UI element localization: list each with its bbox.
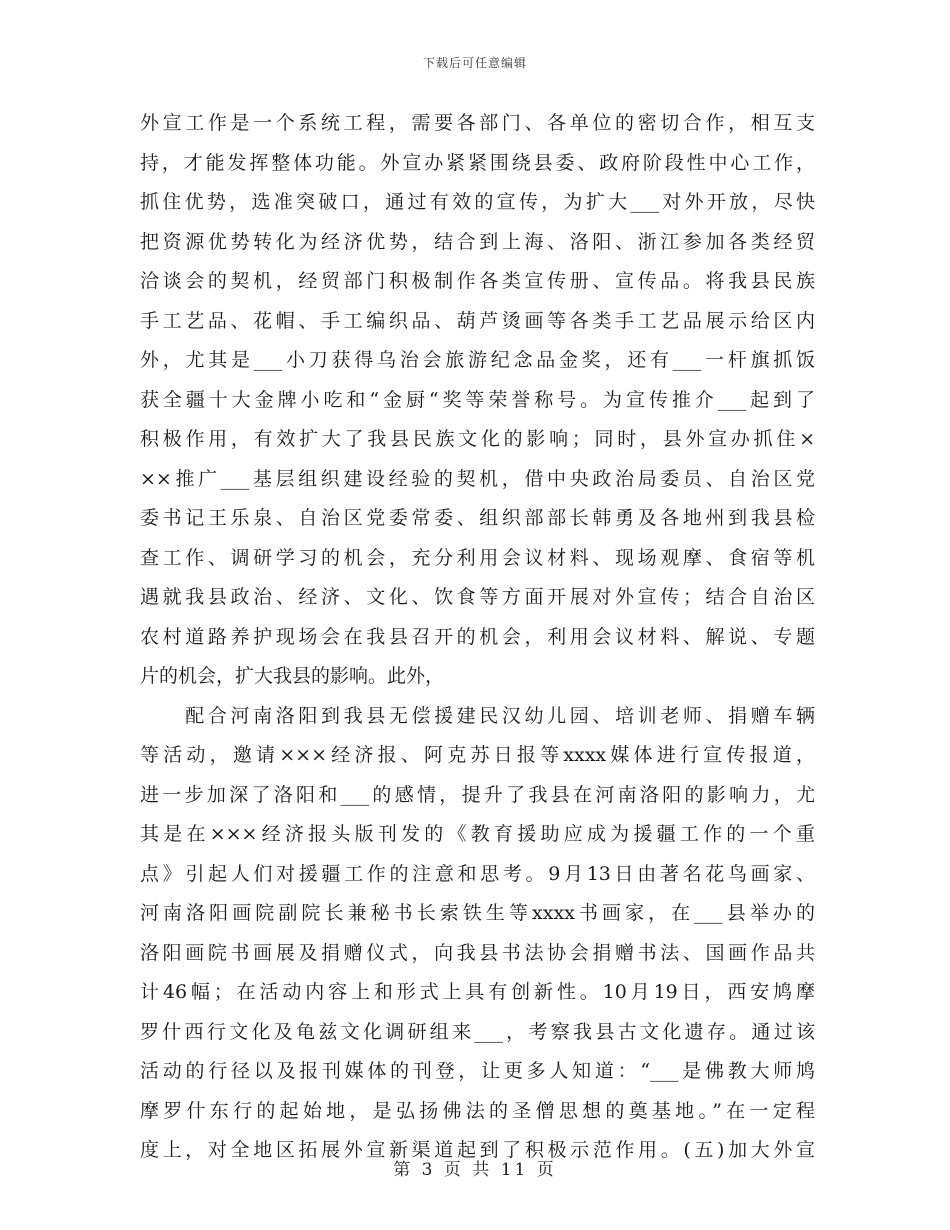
text-line: 其是在×××经济报头版刊发的《教育援助应成为援疆工作的一个重 — [140, 823, 815, 845]
text-line: 外，尤其是___小刀获得乌治会旅游纪念品金奖，还有___一杆旗抓饭 — [140, 349, 815, 371]
text-line: 抓住优势，选准突破口，通过有效的宣传，为扩大___对外开放，尽快 — [140, 191, 815, 213]
text-line: 河南洛阳画院副院长兼秘书长索铁生等xxxx书画家，在___县举办的 — [140, 902, 815, 924]
text-line: 把资源优势转化为经济优势，结合到上海、洛阳、浙江参加各类经贸 — [140, 230, 815, 253]
text-line: 查工作、调研学习的机会，充分利用会议材料、现场观摩、食宿等机 — [140, 546, 815, 569]
text-line: 片的机会，扩大我县的影响。此外， — [140, 665, 445, 687]
text-line: 洽谈会的契机，经贸部门积极制作各类宣传册、宣传品。将我县民族 — [140, 270, 815, 292]
text-line: 农村道路养护现场会在我县召开的机会，利用会议材料、解说、专题 — [140, 625, 815, 648]
text-line: 计46幅；在活动内容上和形式上具有创新性。10月19日，西安鸠摩 — [140, 981, 815, 1003]
text-line: 点》引起人们对援疆工作的注意和思考。9月13日由著名花鸟画家、 — [140, 862, 815, 885]
text-line: 进一步加深了洛阳和___的感情，提升了我县在河南洛阳的影响力，尤 — [140, 783, 815, 806]
text-line: 手工艺品、花帽、手工编织品、葫芦烫画等各类手工艺品展示给区内 — [140, 309, 815, 332]
text-line: 委书记王乐泉、自治区党委常委、组织部部长韩勇及各地州到我县检 — [140, 507, 815, 529]
text-line: 罗什西行文化及龟兹文化调研组来___，考察我县古文化遗存。通过该 — [140, 1020, 815, 1043]
text-line: 等活动，邀请×××经济报、阿克苏日报等xxxx媒体进行宣传报道， — [140, 744, 815, 766]
paragraph — [140, 697, 815, 1171]
text-line: 获全疆十大金牌小吃和“金厨“奖等荣誉称号。为宣传推介___起到了 — [140, 388, 815, 411]
text-line: 外宣工作是一个系统工程，需要各部门、各单位的密切合作，相互支 — [140, 112, 815, 134]
text-line: 配合河南洛阳到我县无偿援建民汉幼儿园、培训老师、捐赠车辆 — [140, 704, 815, 727]
text-line: 摩罗什东行的起始地，是弘扬佛法的圣僧思想的奠基地。”在一定程 — [140, 1099, 815, 1122]
document-body — [140, 104, 815, 1171]
text-line: 度上，对全地区拓展外宣新渠道起到了积极示范作用。(五)加大外宣 — [140, 1139, 815, 1161]
text-line: ××推广___基层组织建设经验的契机，借中央政治局委员、自治区党 — [140, 467, 815, 490]
text-line: 持，才能发挥整体功能。外宣办紧紧围绕县委、政府阶段性中心工作， — [140, 151, 815, 174]
page-header: 下载后可任意编辑 — [422, 56, 527, 70]
text-line: 遇就我县政治、经济、文化、饮食等方面开展对外宣传；结合自治区 — [140, 586, 815, 608]
text-line: 活动的行径以及报刊媒体的刊登，让更多人知道：“___是佛教大师鸠 — [140, 1060, 815, 1082]
paragraph — [140, 104, 815, 697]
page-footer: 第 3 页 共 11 页 — [393, 1160, 557, 1180]
text-line: 积极作用，有效扩大了我县民族文化的影响；同时，县外宣办抓住× — [140, 428, 815, 450]
text-line: 洛阳画院书画展及捐赠仪式，向我县书法协会捐赠书法、国画作品共 — [140, 941, 815, 964]
